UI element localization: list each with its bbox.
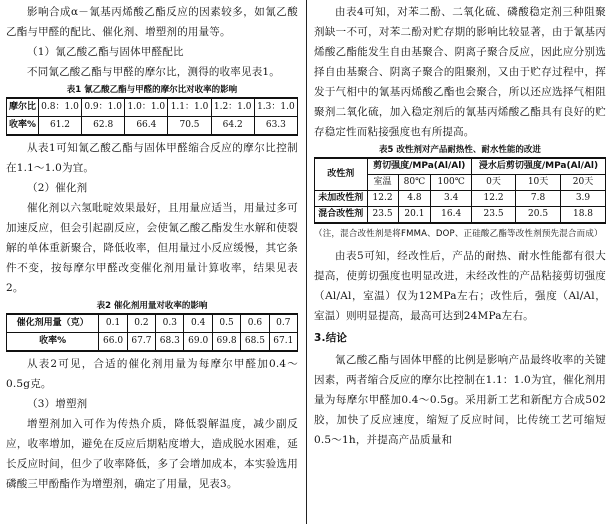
table1-row-label: 收率% [7,117,39,136]
table-cell: 1.1：1.0 [168,98,211,117]
table-cell: 68.5 [241,333,269,352]
ratio-paragraph: 不同氰乙酸乙酯与甲醛的摩尔比，测得的收率见表1。 [27,66,280,78]
table-row [7,117,298,136]
table-cell: 16.4 [431,207,472,224]
table2-row-label: 催化剂用量（克） [7,314,99,333]
table-cell: 0.4 [184,314,212,333]
table1-discussion: 从表1可知氰乙酸乙酯与固体甲醛缩合反应的摩尔比控制在1.1～1.0为宜。 [6,142,298,174]
table-cell: 23.5 [367,207,398,224]
table-cell: 23.5 [471,207,515,224]
table5-discussion: 由表5可知，经改性后，产品的耐热、耐水性能都有很大提高，使剪切强度也明显改进，未经改性的产品粘接剪切强度（Al/Al，室温）仅为12MPa左右；改性后，强度（Al/Al，室温）则明显提高，最高可达到24MPa左右。 [314,250,606,322]
table-cell: 0.2 [127,314,155,333]
table5-caption: 表5 改性剂对产品耐热性、耐水性能的改进 [379,145,541,155]
table5-row-label: 混合改性剂 [315,207,368,224]
table-cell: 0.8：1.0 [38,98,81,117]
table-cell: 69.8 [212,333,240,352]
table1-molar-ratio [6,97,298,136]
table-cell: 3.9 [561,191,606,207]
table-cell: 68.3 [156,333,184,352]
table-cell: 20.5 [516,207,561,224]
table-cell: 1.0：1.0 [125,98,168,117]
conclusion-heading: 3.结论 [314,332,348,344]
intro-paragraph: 影响合成α－氰基丙烯酸乙酯反应的因素较多，如氰乙酸乙酯与甲醛的配比、催化剂、增塑剂的用量等。 [6,6,298,38]
table5-sub-header: 0天 [471,175,515,191]
table-cell: 64.2 [211,117,254,136]
table-cell: 3.4 [431,191,472,207]
right-column [314,2,606,450]
table2-caption: 表2 催化剂用量对收率的影响 [96,301,208,311]
table-cell: 66.4 [125,117,168,136]
catalyst-paragraph: 催化剂以六氢吡啶效果最好，且用量应适当，用量过多可加速反应，但会引起副反应，会使氰乙酸乙酯发生水解和使裂解的单体重新聚合，降低收率，但用量过小反应缓慢，其它条件不变，按每摩尔甲醛改变催化剂用量计算收率，结果见表2。 [6,202,298,294]
table5-sub-header: 100℃ [431,175,472,191]
table5-sub-header: 20天 [561,175,606,191]
table5-group-header: 剪切强度/MPa(Al/Al) [367,158,471,175]
table-cell: 1.3：1.0 [254,98,297,117]
table5-corner-label: 改性剂 [315,158,368,191]
column-divider [306,0,307,524]
table5-sub-header: 室温 [367,175,398,191]
table-cell: 20.1 [398,207,431,224]
section-heading-ratio: （1）氰乙酸乙酯与固体甲醛配比 [27,46,184,58]
table2-row-label: 收率% [7,333,99,352]
table-cell: 62.8 [82,117,125,136]
table5-row-label: 未加改性剂 [315,191,368,207]
table-cell: 0.9：1.0 [82,98,125,117]
table2-catalyst-amount [6,313,298,352]
table-cell: 0.7 [269,314,297,333]
table5-sub-header: 10天 [516,175,561,191]
table5-modifier [314,157,606,224]
table-cell: 18.8 [561,207,606,224]
table-header-row [315,158,606,175]
table5-note: （注，混合改性剂是将FMMA、DOP、正硅酸乙酯等改性剂预先混合而成） [314,229,603,239]
table-cell: 69.0 [184,333,212,352]
table-cell: 12.2 [367,191,398,207]
table-row [7,98,298,117]
table-row [315,207,606,224]
table-cell: 7.8 [516,191,561,207]
table-cell: 61.2 [38,117,81,136]
table-row [315,191,606,207]
table-cell: 0.5 [212,314,240,333]
table5-group-header: 浸水后剪切强度/MPa(Al/Al) [471,158,605,175]
table-row [7,314,298,333]
table-cell: 4.8 [398,191,431,207]
table-cell: 12.2 [471,191,515,207]
table1-row-label: 摩尔比 [7,98,39,117]
table-cell: 70.5 [168,117,211,136]
plasticizer-paragraph: 增塑剂加入可作为传热介质，降低裂解温度，减少副反应，收率增加，避免在反应后期粘度增大，造成脱水困难，延长反应时间，但少了收率降低，多了会增加成本，本实验选用磷酸三甲酚酯作为增塑剂，确定了用量，见表3。 [6,418,298,490]
table-row [7,333,298,352]
table1-caption: 表1 氰乙酸乙酯与甲醛的摩尔比对收率的影响 [66,85,238,95]
table-cell: 0.1 [99,314,127,333]
table-cell: 0.6 [241,314,269,333]
conclusion-paragraph: 氰乙酸乙酯与固体甲醛的比例是影响产品最终收率的关键因素，两者缩合反应的摩尔比控制在1.1：1.0为宜，催化剂用量为每摩尔甲醛加0.4～0.5g。采用新工艺和新配方合成502胶，加快了反应速度，缩短了反应时间，比传统工艺可缩短0.5～1h，并提高产品质量和 [314,354,606,446]
table2-discussion: 从表2可见，合适的催化剂用量为每摩尔甲醛加0.4～0.5g克。 [6,358,298,390]
section-heading-catalyst: （2）催化剂 [27,182,88,194]
section-heading-plasticizer: （3）增塑剂 [27,398,88,410]
table5-sub-header: 80℃ [398,175,431,191]
left-column [6,2,298,494]
table-cell: 67.1 [269,333,297,352]
table-cell: 0.3 [156,314,184,333]
table-cell: 66.0 [99,333,127,352]
stabilizer-paragraph: 由表4可知，对苯二酚、二氧化硫、磷酸稳定剂三种阻聚剂缺一不可，对苯二酚对贮存期的影响比较显著，由于氰基丙烯酸乙酯能发生自由基聚合、阴离子聚合反应，因此应分别选择自由基聚合、阴离子聚合的阻聚剂，又由于贮存过程中，挥发于气相中的氰基丙烯酸乙酯也会聚合，所以还应选择气相阻聚剂二氧化硫，加入稳定剂后的氰基丙烯酸乙酯具有良好的贮存稳定性而粘接强度也有所提高。 [314,6,606,138]
table-cell: 63.3 [254,117,297,136]
table-cell: 1.2：1.0 [211,98,254,117]
table-cell: 67.7 [127,333,155,352]
